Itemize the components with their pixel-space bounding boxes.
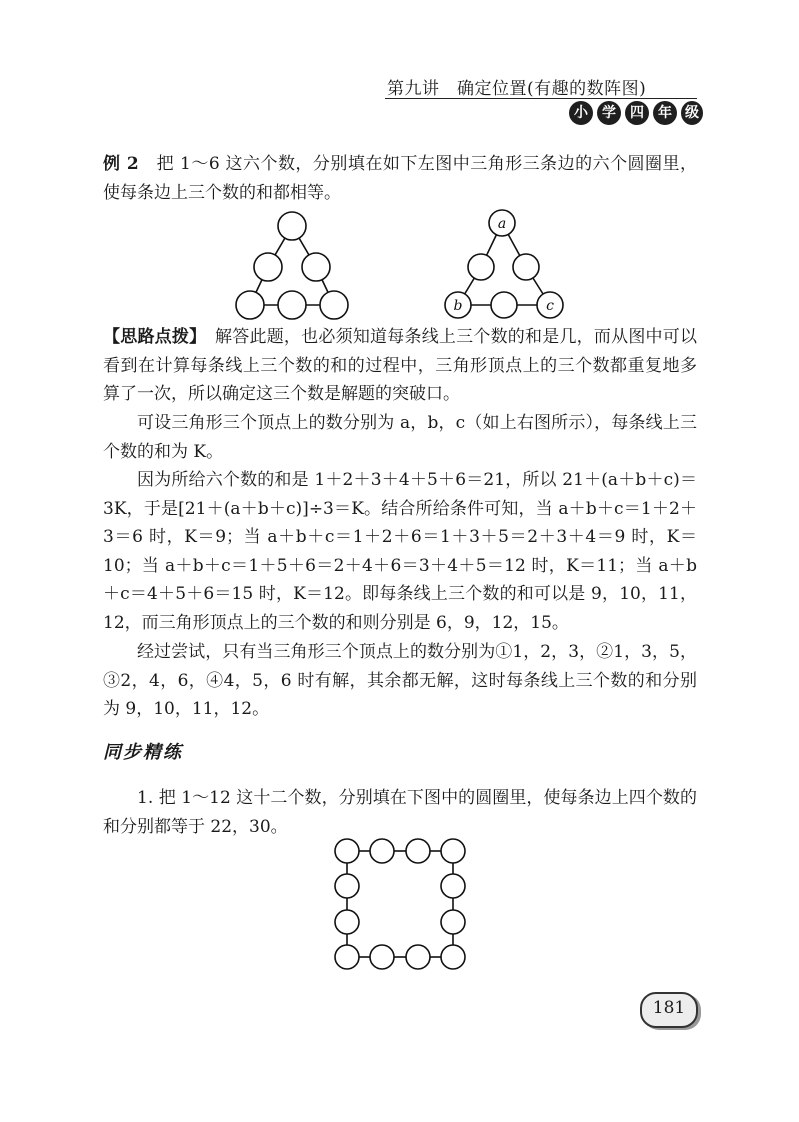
- grade-badge: 小: [569, 101, 593, 125]
- triangle-figure-left: [228, 206, 358, 326]
- number-circle: [441, 945, 465, 969]
- practice-question-1: 1. 把 1～12 这十二个数，分别填在下图中的圆圈里，使每条边上四个数的和分别都等于 22，30。: [103, 788, 697, 837]
- number-circle: [441, 839, 465, 863]
- vertex-label-b: b: [453, 298, 463, 314]
- analysis-paragraph-4: 经过尝试，只有当三角形三个顶点上的数分别为①1，2，3，②1，3，5，③2，4，6，④4，5，6 时有解，其余都无解，这时每条线上三个数的和分别为 9，10，11，12。: [103, 642, 697, 719]
- number-circle: [406, 945, 430, 969]
- number-circle: [468, 254, 494, 280]
- example-2-statement: [103, 150, 697, 207]
- vertex-label-c: c: [546, 298, 554, 314]
- number-circle: [370, 945, 394, 969]
- number-circle: [302, 253, 330, 281]
- vertex-label-a: a: [497, 216, 507, 232]
- number-circle: [278, 291, 306, 319]
- square-figure: [330, 834, 470, 976]
- header-rule: [385, 98, 697, 99]
- analysis-label: 【思路点拨】: [103, 327, 198, 347]
- practice-section-title: 同步精练: [103, 742, 183, 763]
- number-circle: [335, 874, 359, 898]
- analysis-text-1: 解答此题，也必须知道每条线上三个数的和是几，而从图中可以看到在计算每条线上三个数的和的过程中，三角形顶点上的三个数都重复地多算了一次，所以确定这三个数是解题的突破口。: [103, 327, 698, 404]
- grade-badge: 级: [681, 101, 703, 125]
- number-circle: [406, 839, 430, 863]
- number-circle: [236, 291, 264, 319]
- number-circle: [335, 839, 359, 863]
- analysis-paragraph-2: 可设三角形三个顶点上的数分别为 a，b，c（如上右图所示），每条线上三个数的和为 K。: [103, 413, 697, 462]
- grade-badge: 四: [625, 101, 649, 125]
- number-circle: [491, 292, 517, 318]
- grade-badge: 年: [653, 101, 677, 125]
- number-circle: [370, 839, 394, 863]
- chapter-title: 第九讲 确定位置(有趣的数阵图): [387, 79, 647, 99]
- grade-badge: 学: [597, 101, 621, 125]
- number-circle: [254, 253, 282, 281]
- page-number: 181: [652, 998, 686, 1018]
- example-label: 例 2: [103, 154, 139, 174]
- analysis-paragraph-3: 因为所给六个数的和是 1＋2＋3＋4＋5＋6＝21，所以 21＋(a＋b＋c)＝3K，于是[21＋(a＋b＋c)]÷3＝K。结合所给条件可知，当 a＋b＋c＝1＋2＋3＝6 时，K＝9；当 a＋b＋c＝1＋2＋6＝1＋3＋5＝2＋3＋4＝9 时，K＝10；当 a＋b＋c＝1＋5＋6＝2＋4＋6＝3＋4＋5＝12 时，K＝11；当 a＋b＋c＝4＋5＋6＝15 时，K＝12。即每条线上三个数的和可以是 9，10，11，12，而三角形顶点上的三个数的和则分别是 6，9，12，15。: [103, 470, 697, 633]
- number-circle: [513, 254, 539, 280]
- example-text: 把 1～6 这六个数，分别填在如下左图中三角形三条边的六个圆圈里，使每条边上三个数的和都相等。: [103, 154, 697, 203]
- triangle-figure-right: [436, 206, 568, 326]
- number-circle: [441, 874, 465, 898]
- number-circle: [335, 945, 359, 969]
- number-circle: [320, 291, 348, 319]
- analysis-paragraph-1: [103, 323, 697, 409]
- number-circle: [335, 910, 359, 934]
- number-circle: [278, 212, 306, 240]
- square-edges: [347, 851, 453, 957]
- number-circle: [441, 910, 465, 934]
